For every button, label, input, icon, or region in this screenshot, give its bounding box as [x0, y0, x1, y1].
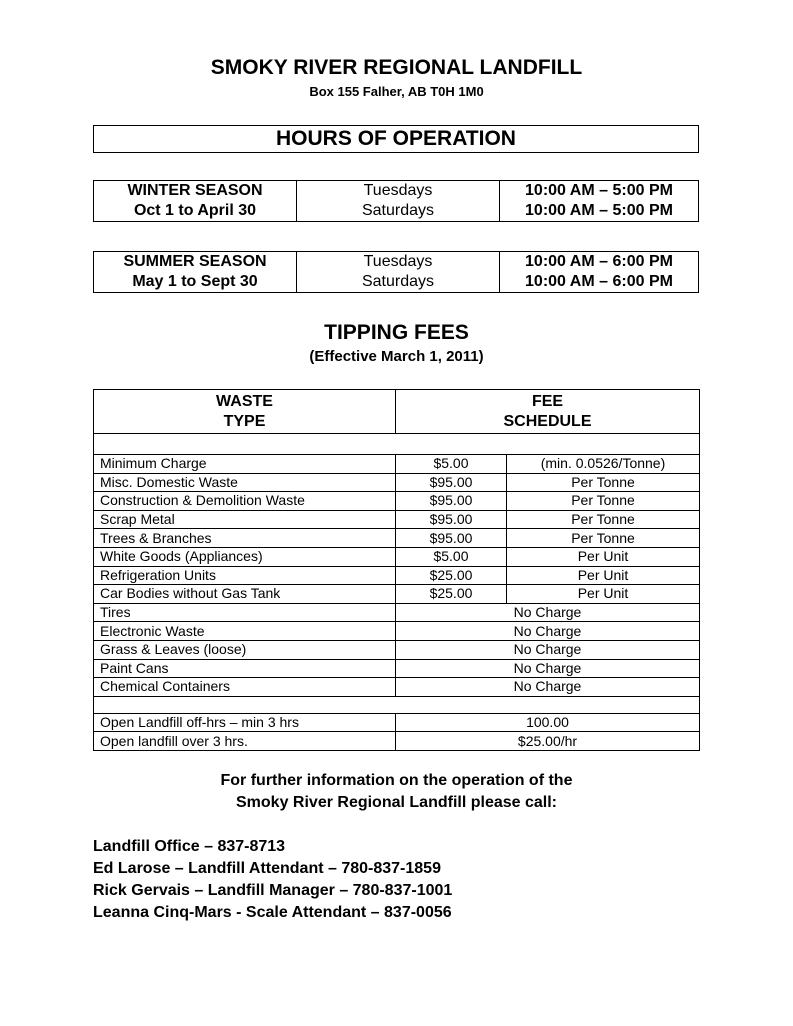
- document-address: Box 155 Falher, AB T0H 1M0: [309, 84, 484, 99]
- hours-of-operation-banner: HOURS OF OPERATION: [93, 125, 699, 153]
- fee-cell: No Charge: [396, 640, 700, 659]
- fees-table: [93, 389, 700, 751]
- summer-day-1: Tuesdays: [297, 252, 500, 273]
- waste-type-cell: Chemical Containers: [94, 678, 396, 697]
- fee-unit-cell: Per Tonne: [507, 510, 700, 529]
- fees-table-header: [94, 390, 700, 434]
- winter-day-1: Tuesdays: [297, 181, 500, 202]
- fee-schedule-header: [396, 390, 700, 434]
- fee-cell: $25.00/hr: [396, 732, 700, 751]
- table-row: [94, 603, 700, 622]
- footer-info-line-1: For further information on the operation of the: [220, 772, 573, 789]
- waste-type-cell: Misc. Domestic Waste: [94, 473, 396, 492]
- winter-time-1: 10:00 AM – 5:00 PM: [500, 181, 699, 202]
- waste-type-cell: Scrap Metal: [94, 510, 396, 529]
- waste-type-cell: Car Bodies without Gas Tank: [94, 585, 396, 604]
- fee-amount-cell: $95.00: [396, 529, 507, 548]
- fee-unit-cell: Per Unit: [507, 585, 700, 604]
- fees-spacer-row: [94, 696, 700, 713]
- waste-type-cell: Open Landfill off-hrs – min 3 hrs: [94, 713, 396, 732]
- fee-unit-cell: Per Unit: [507, 547, 700, 566]
- fee-cell: No Charge: [396, 659, 700, 678]
- winter-season-table: [93, 180, 699, 222]
- fee-amount-cell: $25.00: [396, 566, 507, 585]
- summer-time-1: 10:00 AM – 6:00 PM: [500, 252, 699, 273]
- waste-type-cell: Refrigeration Units: [94, 566, 396, 585]
- summer-season-dates: May 1 to Sept 30: [132, 273, 258, 290]
- table-row: [94, 585, 700, 604]
- table-row: [94, 678, 700, 697]
- contact-landfill-attendant: Ed Larose – Landfill Attendant – 780-837-1859: [93, 860, 441, 877]
- fee-cell: No Charge: [396, 622, 700, 641]
- table-row: [94, 713, 700, 732]
- waste-type-cell: Grass & Leaves (loose): [94, 640, 396, 659]
- summer-row-2: [94, 272, 699, 293]
- tipping-fees-title: TIPPING FEES: [324, 321, 469, 344]
- table-row: [94, 510, 700, 529]
- table-row: [94, 529, 700, 548]
- table-row: [94, 622, 700, 641]
- fee-cell: 100.00: [396, 713, 700, 732]
- fee-amount-cell: $25.00: [396, 585, 507, 604]
- winter-day-2: Saturdays: [297, 201, 500, 222]
- waste-type-cell: Paint Cans: [94, 659, 396, 678]
- fee-schedule-header-line1: FEE: [531, 392, 564, 410]
- summer-season-table: [93, 251, 699, 293]
- summer-day-2: Saturdays: [297, 272, 500, 293]
- contact-landfill-manager: Rick Gervais – Landfill Manager – 780-837-1001: [93, 882, 453, 899]
- contact-landfill-office: Landfill Office – 837-8713: [93, 838, 286, 855]
- table-row: [94, 640, 700, 659]
- winter-season-label: WINTER SEASON: [127, 182, 263, 199]
- winter-row-2: [94, 201, 699, 222]
- winter-time-2: 10:00 AM – 5:00 PM: [500, 201, 699, 222]
- waste-type-cell: Minimum Charge: [94, 455, 396, 474]
- waste-type-header: [94, 390, 396, 434]
- winter-season-dates: Oct 1 to April 30: [133, 202, 257, 219]
- fee-unit-cell: Per Tonne: [507, 492, 700, 511]
- fee-cell: No Charge: [396, 678, 700, 697]
- summer-time-2: 10:00 AM – 6:00 PM: [500, 272, 699, 293]
- waste-type-cell: White Goods (Appliances): [94, 547, 396, 566]
- summer-season-label: SUMMER SEASON: [123, 253, 267, 270]
- table-row: [94, 659, 700, 678]
- fee-unit-cell: Per Tonne: [507, 473, 700, 492]
- waste-type-cell: Construction & Demolition Waste: [94, 492, 396, 511]
- table-row: [94, 492, 700, 511]
- waste-type-header-line1: WASTE: [216, 392, 273, 410]
- spacer-cell: [94, 696, 700, 713]
- footer-info-line-2: Smoky River Regional Landfill please call:: [236, 794, 557, 811]
- waste-type-cell: Tires: [94, 603, 396, 622]
- table-row: [94, 455, 700, 474]
- tipping-fees-effective-date: (Effective March 1, 2011): [309, 348, 484, 365]
- table-row: [94, 547, 700, 566]
- table-row: [94, 473, 700, 492]
- fee-amount-cell: $5.00: [396, 455, 507, 474]
- waste-type-header-line2: TYPE: [223, 412, 266, 430]
- fees-spacer-row: [94, 434, 700, 455]
- summer-row-1: [94, 252, 699, 273]
- fee-cell: No Charge: [396, 603, 700, 622]
- contact-scale-attendant: Leanna Cinq-Mars - Scale Attendant – 837-0056: [93, 904, 452, 921]
- fee-amount-cell: $5.00: [396, 547, 507, 566]
- table-row: [94, 566, 700, 585]
- fee-amount-cell: $95.00: [396, 492, 507, 511]
- waste-type-cell: Open landfill over 3 hrs.: [94, 732, 396, 751]
- fee-amount-cell: $95.00: [396, 473, 507, 492]
- fee-schedule-header-line2: SCHEDULE: [503, 412, 592, 430]
- table-row: [94, 732, 700, 751]
- fee-amount-cell: $95.00: [396, 510, 507, 529]
- document-title: SMOKY RIVER REGIONAL LANDFILL: [210, 56, 583, 79]
- contact-list: [93, 836, 452, 924]
- spacer-cell: [94, 434, 700, 455]
- waste-type-cell: Trees & Branches: [94, 529, 396, 548]
- fee-unit-cell: Per Unit: [507, 566, 700, 585]
- winter-row-1: [94, 181, 699, 202]
- waste-type-cell: Electronic Waste: [94, 622, 396, 641]
- fee-unit-cell: (min. 0.0526/Tonne): [507, 455, 700, 474]
- fee-unit-cell: Per Tonne: [507, 529, 700, 548]
